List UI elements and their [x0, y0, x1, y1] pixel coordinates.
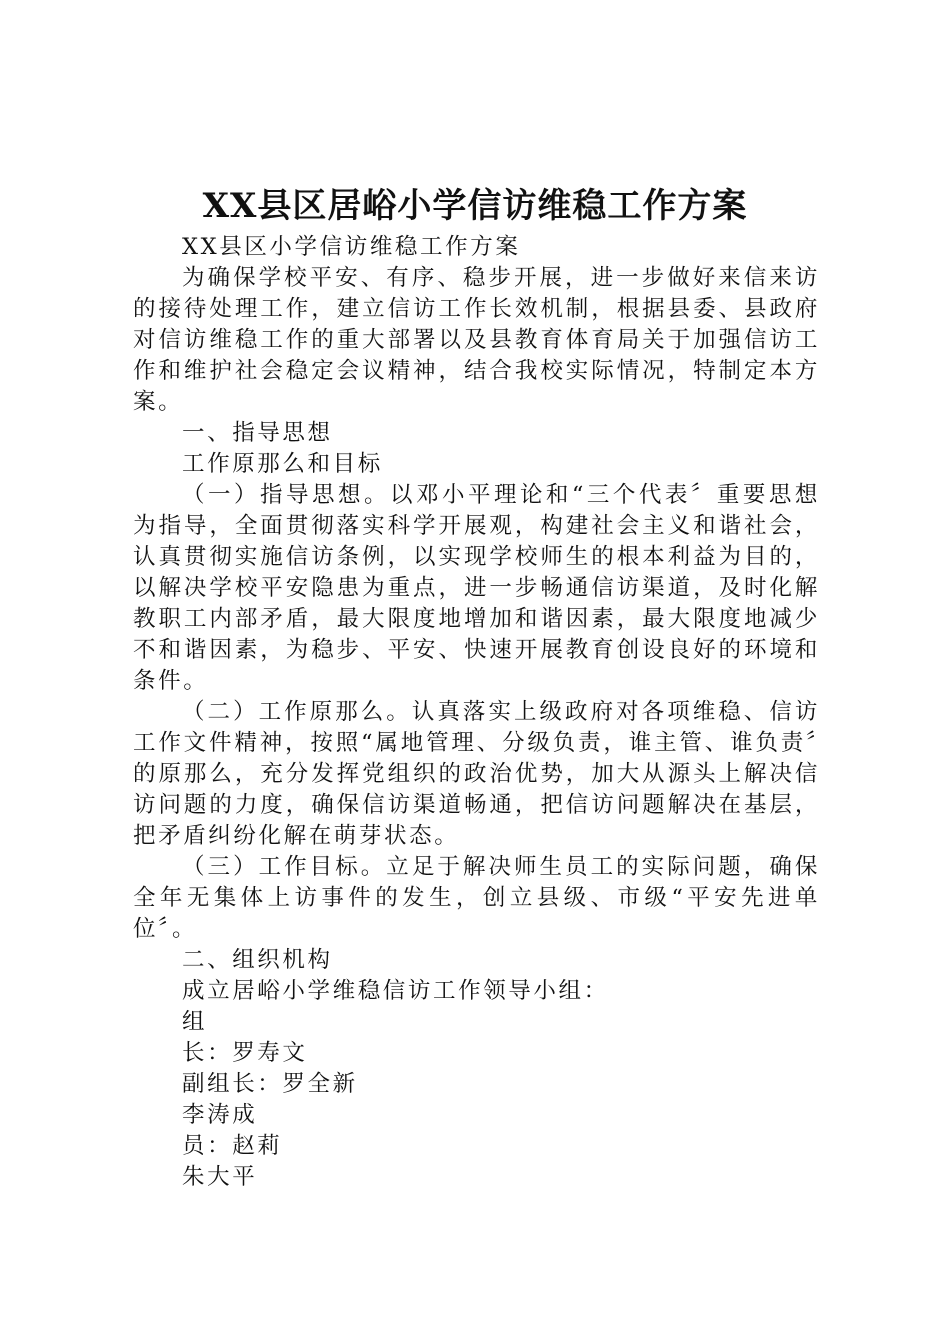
- group-leader: 长：罗寿文: [182, 1040, 308, 1066]
- guiding-thought-paragraph: （一）指导思想。以邓小平理论和“三个代表〞重要思想为指导，全面贯彻落实科学开展观，构建社会主义和谐社会，认真贯彻实施信访条例，以实现学校师生的根本利益为目的，以解决学校平安隐患为重点，进一步畅通信访渠道，及时化解教职工内部矛盾，最大限度地增加和谐因素，最大限度地减少不和谐因素，为稳步、平安、快速开展教育创设良好的环境和条件。: [133, 482, 820, 694]
- work-principle-paragraph: （二）工作原那么。认真落实上级政府对各项维稳、信访工作文件精神，按照“属地管理、分级负责，谁主管、谁负责〞的原那么，充分发挥党组织的政治优势，加大从源头上解决信访问题的力度，确保信访渠道畅通，把信访问题解决在基层，把矛盾纠纷化解在萌芽状态。: [133, 699, 820, 849]
- section2-intro: 成立居峪小学维稳信访工作领导小组：: [182, 978, 609, 1004]
- section2-heading: 二、组织机构: [182, 947, 333, 973]
- group-deputy: 副组长：罗全新: [182, 1071, 358, 1097]
- section1-subheading: 工作原那么和目标: [182, 451, 383, 477]
- work-goal-paragraph: （三）工作目标。立足于解决师生员工的实际问题，确保全年无集体上访事件的发生，创立县级、市级“平安先进单位〞。: [133, 854, 820, 942]
- group-member-1: 李涛成: [182, 1102, 258, 1128]
- intro-paragraph: 为确保学校平安、有序、稳步开展，进一步做好来信来访的接待处理工作，建立信访工作长效机制，根据县委、县政府对信访维稳工作的重大部署以及县教育体育局关于加强信访工作和维护社会稳定会议精神，结合我校实际情况，特制定本方案。: [133, 265, 820, 415]
- section1-heading: 一、指导思想: [182, 420, 333, 446]
- document-title: XX县区居峪小学信访维稳工作方案: [202, 186, 748, 226]
- document-subtitle: XX县区小学信访维稳工作方案: [182, 234, 521, 260]
- group-leader-prefix: 组: [182, 1009, 208, 1035]
- group-member-2: 员：赵莉: [182, 1133, 283, 1159]
- group-member-3: 朱大平: [182, 1164, 258, 1190]
- document-body: [133, 232, 820, 1193]
